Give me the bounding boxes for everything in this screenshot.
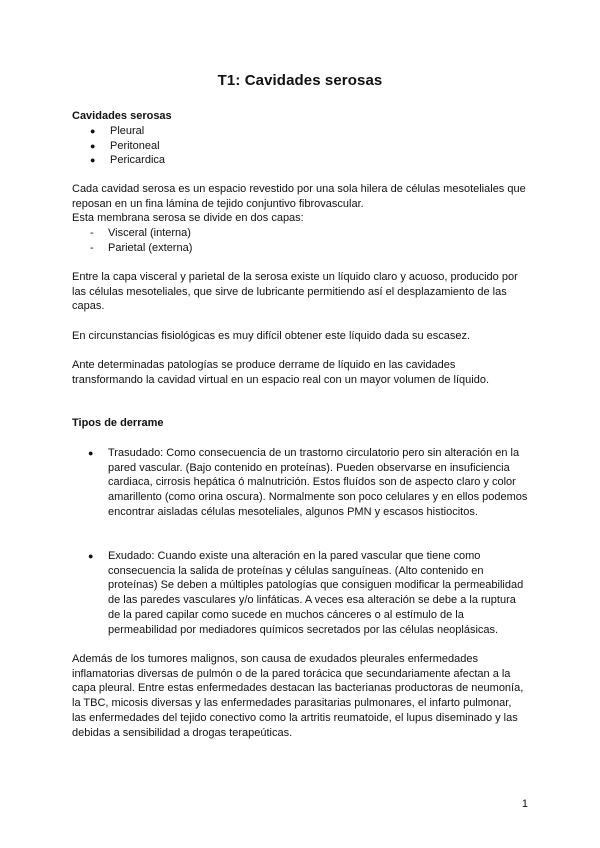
- section-heading-tipos-derrame: Tipos de derrame: [72, 417, 164, 429]
- list-item-trasudado: ● Trasudado: Como consecuencia de un trastorno circulatorio pero sin alteración en la pared vascular. (Bajo contenido en proteínas). Pueden observarse en insuficiencia cardiaca, cirrosis hepática ó malnutrición. Estos fluídos son de aspecto claro y color amarillento (como orina oscura). Normalmente son poco celulares y en ellos podemos encontrar aisladas células mesoteliales, algunos PMN y escasos histiocitos.: [88, 446, 528, 520]
- list-item-exudado: ● Exudado: Cuando existe una alteración en la pared vascular que tiene como consecuencia la salida de proteínas y células sanguíneas. (Alto contenido en proteínas) Se deben a múltiples patologías que consiguen modificar la permeabilidad de las paredes vasculares y/o linfáticas. A veces esa alteración se debe a la ruptura de la pared capilar como sucede en muchos cánceres o al estímulo de la permeabilidad por mediadores químicos secretados por las células neoplásicas.: [88, 549, 528, 637]
- serous-cavities-list: [90, 124, 165, 168]
- list-item: - Parietal (externa): [90, 241, 192, 256]
- paragraph: Esta membrana serosa se divide en dos capas:: [72, 212, 304, 224]
- document-title: T1: Cavidades serosas: [217, 72, 383, 89]
- paragraph: Ante determinadas patologías se produce derrame de líquido en las cavidades transformando la cavidad virtual en un espacio real con un mayor volumen de líquido.: [72, 359, 490, 386]
- paragraph: Entre la capa visceral y parietal de la serosa existe un líquido claro y acuoso, producido por las células mesoteliales, que sirve de lubricante permitiendo así el desplazamiento de las capas.: [72, 271, 518, 313]
- effusion-type-list: [88, 446, 528, 520]
- page-number: 1: [521, 798, 528, 810]
- list-item: ● Pericardica: [90, 153, 165, 168]
- list-item: ● Pleural: [90, 124, 165, 139]
- serous-layers-list: [90, 226, 192, 255]
- paragraph: En circunstancias fisiológicas es muy difícil obtener este líquido dada su escasez.: [72, 330, 471, 342]
- section-heading-cavidades: Cavidades serosas: [72, 110, 172, 122]
- list-item: ● Peritoneal: [90, 139, 165, 154]
- list-item: - Visceral (interna): [90, 226, 192, 241]
- paragraph: Cada cavidad serosa es un espacio revestido por una sola hilera de células mesoteliales que reposan en un fina lámina de tejido conjuntivo fibrovascular.: [72, 183, 526, 210]
- paragraph: Además de los tumores malignos, son causa de exudados pleurales enfermedades inflamatorias diversas de pulmón o de la pared torácica que secundariamente afectan a la capa pleural. Entre estas enfermedades destacan las bacterianas productoras de neumonía, la TBC, micosis diversas y las enfermedades parasitarias pulmonares, el infarto pulmonar, las enfermedades del tejido conectivo como la artritis reumatoide, el lupus diseminado y las debidas a sensibilidad a drogas terapeúticas.: [72, 653, 524, 739]
- effusion-type-list: [88, 549, 528, 637]
